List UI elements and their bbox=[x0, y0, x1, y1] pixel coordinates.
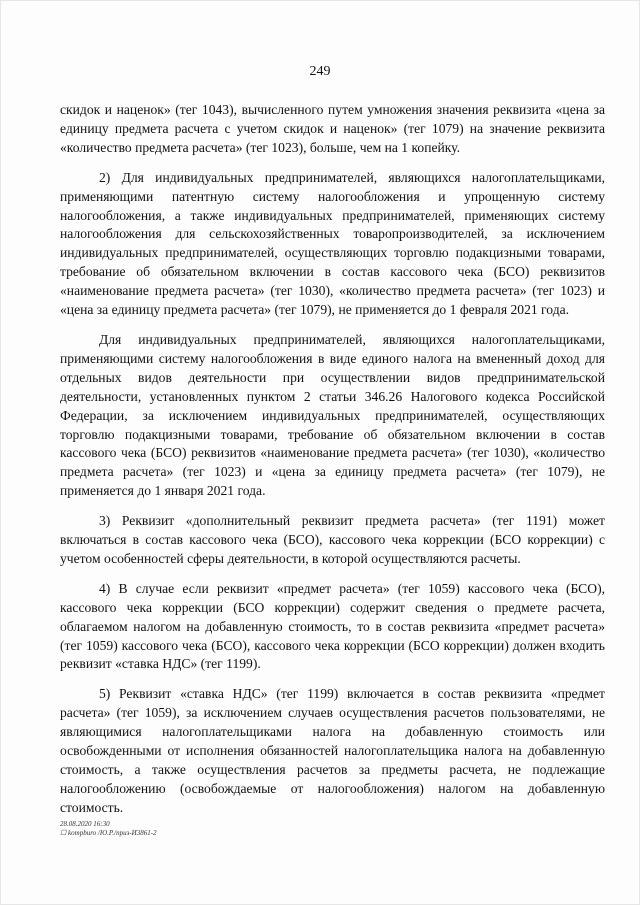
document-body bbox=[60, 101, 605, 829]
paragraph-item-4: 4) В случае если реквизит «предмет расчета» (тег 1059) кассового чека (БСО), кассового чека коррекции (БСО коррекции) содержит сведения о предмете расчета, облагаемом налогом на добавленную стоимость, то в состав реквизита «предмет расчета» (тег 1059) кассового чека (БСО), кассового чека коррекции (БСО коррекции) должен входить реквизит «ставка НДС» (тег 1199). bbox=[60, 580, 605, 672]
paragraph-envd: Для индивидуальных предпринимателей, являющихся налогоплательщиками, применяющими систему налогообложения в виде единого налога на вмененный доход для отдельных видов деятельности при осуществлении видов предпринимательской деятельности, установленных пунктом 2 статьи 346.26 Налогового кодекса Российской Федерации, за исключением индивидуальных предпринимателей, осуществляющих торговлю подакцизными товарами, требование об обязательном включении в состав кассового чека (БСО) реквизитов «наименование предмета расчета» (тег 1030), «количество предмета расчета» (тег 1023) и «цена за единицу предмета расчета» (тег 1079), не применяется до 1 января 2021 года. bbox=[60, 331, 605, 499]
footer-stamp bbox=[60, 820, 157, 838]
paragraph-item-5: 5) Реквизит «ставка НДС» (тег 1199) включается в состав реквизита «предмет расчета» (тег 1059), за исключением случаев осуществления расчетов пользователями, не являющимися налогоплательщиками налога на добавленную стоимость или освобожденными от исполнения обязанностей налогоплательщика налога на добавленную стоимость, а также осуществления расчетов за предметы расчета, не подлежащие налогообложению (освобождаемые от налогообложения) налогом на добавленную стоимость. bbox=[60, 686, 605, 815]
paragraph-item-2: 2) Для индивидуальных предпринимателей, являющихся налогоплательщиками, применяющими патентную систему налогообложения и упрощенную систему налогообложения, а также индивидуальных предпринимателей, применяющих систему налогообложения для сельскохозяйственных товаропроизводителей, за исключением индивидуальных предпринимателей, осуществляющих торговлю подакцизными товарами, требование об обязательном включении в состав кассового чека (БСО) реквизитов «наименование предмета расчета» (тег 1030), «количество предмета расчета» (тег 1023) и «цена за единицу предмета расчета» (тег 1079), не применяется до 1 февраля 2021 года. bbox=[60, 169, 605, 318]
footer-timestamp: 28.08.2020 16:30 bbox=[60, 820, 110, 828]
paragraph-continuation: скидок и наценок» (тег 1043), вычисленного путем умножения значения реквизита «цена за единицу предмета расчета с учетом скидок и наценок» (тег 1079) на значение реквизита «количество предмета расчета» (тег 1023), больше, чем на 1 копейку. bbox=[60, 102, 605, 155]
footer-file-ref: ☐ kompburo /Ю.Р./приз-И3861-2 bbox=[60, 829, 157, 837]
paragraph-item-3: 3) Реквизит «дополнительный реквизит предмета расчета» (тег 1191) может включаться в состав кассового чека (БСО), кассового чека коррекции (БСО коррекции) с учетом особенностей сферы деятельности, в которой осуществляются расчеты. bbox=[60, 513, 605, 566]
page-number: 249 bbox=[309, 64, 331, 79]
